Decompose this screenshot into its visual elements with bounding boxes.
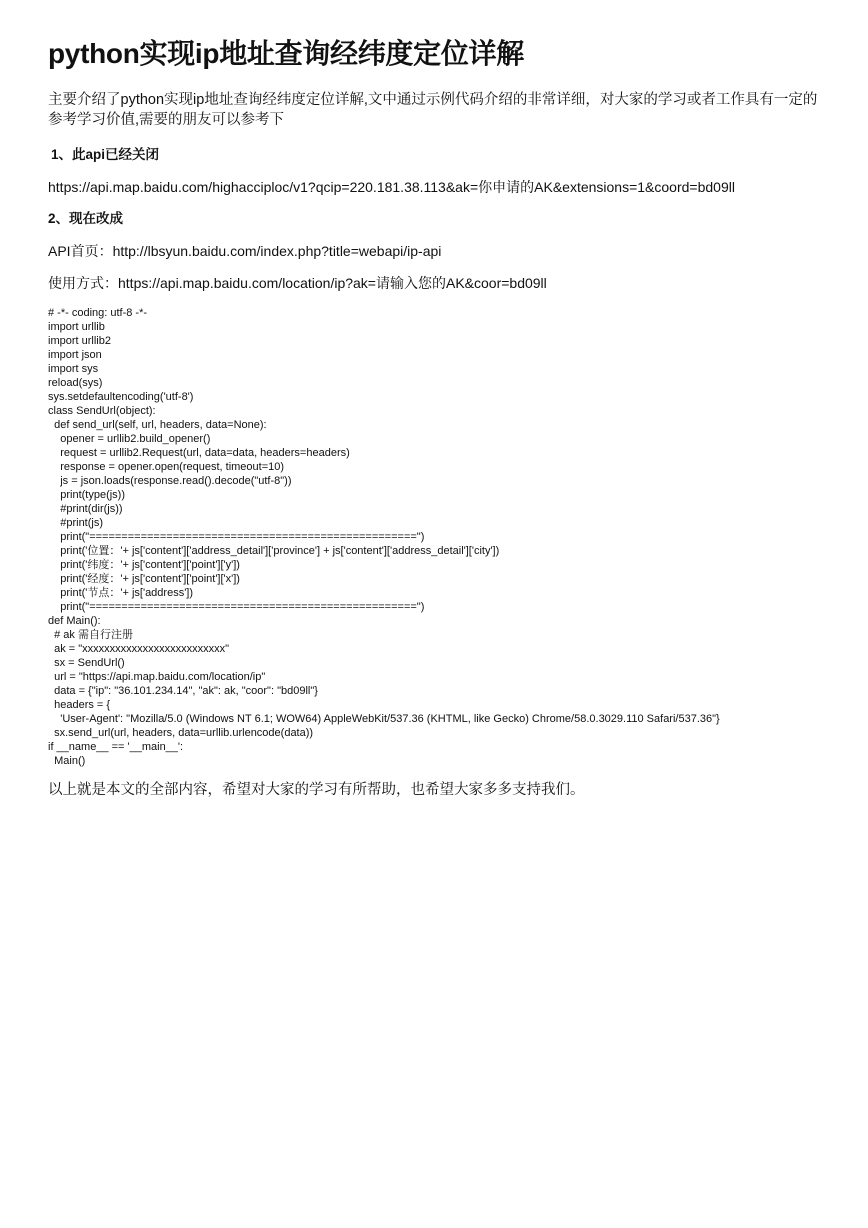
code-line: opener = urllib2.build_opener(): [48, 433, 211, 445]
code-line: url = "https://api.map.baidu.com/location/ip": [48, 671, 266, 683]
code-line: import sys: [48, 363, 99, 375]
code-line: def send_url(self, url, headers, data=None):: [48, 419, 267, 431]
code-block: [48, 306, 818, 768]
code-line: print('经度：'+ js['content']['point']['x']): [48, 573, 240, 585]
code-line: reload(sys): [48, 377, 103, 389]
code-line: headers = {: [48, 699, 111, 711]
code-line: def Main():: [48, 615, 101, 627]
code-line: if __name__ == '__main__':: [48, 741, 184, 753]
code-line: #print(dir(js)): [48, 503, 123, 515]
code-line: sys.setdefaultencoding('utf-8'): [48, 391, 194, 403]
article-title: python实现ip地址查询经纬度定位详解: [48, 38, 524, 69]
code-line: request = urllib2.Request(url, data=data, headers=headers): [48, 447, 350, 459]
code-line: class SendUrl(object):: [48, 405, 156, 417]
code-line: print(type(js)): [48, 489, 126, 501]
old-api-url: https://api.map.baidu.com/highacciploc/v1?qcip=220.181.38.113&ak=你申请的AK&extensions=1&coord=bd09ll: [48, 179, 735, 195]
code-line: response = opener.open(request, timeout=10): [48, 461, 285, 473]
code-line: sx = SendUrl(): [48, 657, 125, 669]
code-line: js = json.loads(response.read().decode("utf-8")): [48, 475, 292, 487]
code-line: ak = "xxxxxxxxxxxxxxxxxxxxxxxxxx": [48, 643, 230, 655]
code-line: sx.send_url(url, headers, data=urllib.urlencode(data)): [48, 727, 314, 739]
api-home-url: API首页：http://lbsyun.baidu.com/index.php?title=webapi/ip-api: [48, 243, 442, 259]
section-heading-api-closed: 1、此api已经关闭: [51, 147, 160, 162]
code-line: data = {"ip": "36.101.234.14", "ak": ak, "coor": "bd09ll"}: [48, 685, 318, 697]
section-heading-changed: 2、现在改成: [48, 211, 124, 226]
code-line: print("==================================================="): [48, 531, 425, 543]
code-line: import urllib2: [48, 335, 111, 347]
code-line: print('节点：'+ js['address']): [48, 587, 194, 599]
code-line: #print(js): [48, 517, 104, 529]
code-line: 'User-Agent': "Mozilla/5.0 (Windows NT 6.1; WOW64) AppleWebKit/537.36 (KHTML, like Gecko) Chrome/58.0.3029.110 Safari/537.36"}: [48, 713, 720, 725]
document-page: [48, 36, 818, 800]
article-intro: 主要介绍了python实现ip地址查询经纬度定位详解,文中通过示例代码介绍的非常详细，对大家的学习或者工作具有一定的参考学习价值,需要的朋友可以参考下: [48, 92, 818, 128]
code-line: print("==================================================="): [48, 601, 425, 613]
code-line: Main(): [48, 755, 86, 767]
code-line: import json: [48, 349, 102, 361]
code-line: print('纬度：'+ js['content']['point']['y']): [48, 559, 240, 571]
code-line: import urllib: [48, 321, 105, 333]
code-line: # -*- coding: utf-8 -*-: [48, 307, 148, 319]
article-outro: 以上就是本文的全部内容，希望对大家的学习有所帮助，也希望大家多多支持我们。: [48, 782, 585, 798]
usage-url: 使用方式：https://api.map.baidu.com/location/ip?ak=请输入您的AK&coor=bd09ll: [48, 275, 547, 291]
code-line: # ak 需自行注册: [48, 629, 133, 641]
code-line: print('位置：'+ js['content']['address_detail']['province'] + js['content']['address_detail']['city']): [48, 545, 500, 557]
